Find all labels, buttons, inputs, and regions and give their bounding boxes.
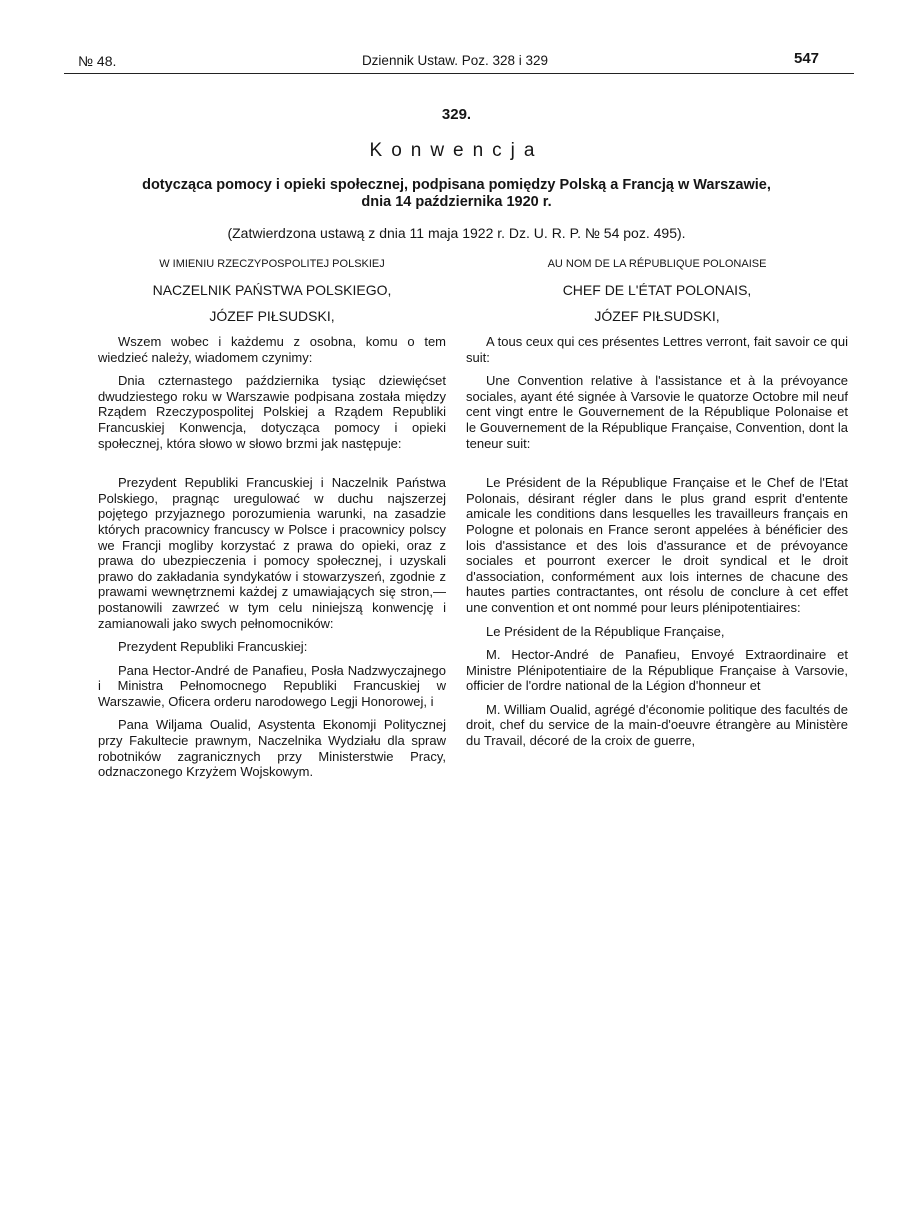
polish-head-of-state-name: JÓZEF PIŁSUDSKI, xyxy=(209,308,335,324)
french-paragraph: Le Président de la République Française et le Chef de l'Etat Polonais, désirant régler dans le plus grand esprit d'entente amicale les conditions dans lesquelles les travailleurs français en Pologne et polonais en France seront appelées à bénéficier des lois d'assistance et des lois d'assurance et de prévoyance sociales et pourront exercer le droit syndical et le droit d'association, conformément aux lois internes de chacune des hautes parties contractantes, ont résolu de conclure à cet effet une convention et ont nommé pour leurs plénipotentiaires: xyxy=(466,475,848,615)
french-paragraph: M. Hector-André de Panafieu, Envoyé Extraordinaire et Ministre Plénipotentiaire de la République Française à Varsovie, officier de l'ordre national de la Légion d'honneur et xyxy=(466,647,848,694)
page-header xyxy=(0,50,913,72)
polish-paragraph: Prezydent Republiki Francuskiej i Naczelnik Państwa Polskiego, pragnąc uregulować w duchu najszerzej pojętego przyjaznego porozumienia warunki, na zasadzie których pracownicy francuscy w Polsce i pracownicy polscy we Francji mogliby korzystać z prawa do opieki, oraz z prawa do ubezpieczenia i pomocy społecznej, i uzyskali prawo do zakładania syndykatów i stowarzyszeń, zgodnie z prawami wewnętrznemi każdej z umawiających się stron,—postanowili zawrzeć w tym celu niniejszą konwencję i zamianowali jako swych pełnomocników: xyxy=(98,475,446,631)
polish-column xyxy=(98,252,446,788)
document-subtitle xyxy=(40,177,873,211)
polish-paragraph: Prezydent Republiki Francuskiej: xyxy=(118,639,308,655)
header-rule xyxy=(64,73,854,74)
french-paragraph: Une Convention relative à l'assistance et à la prévoyance sociales, ayant été signée à Varsovie le quatorze Octobre mil neuf cent vingt entre le Gouvernement de la République Polonaise et le Gouvernement de la République Française, Convention, dont la teneur suit: xyxy=(466,373,848,451)
polish-paragraph: Pana Wiljama Oualid, Asystenta Ekonomji Politycznej przy Fakultecie prawnym, Naczelnika Wydziału dla spraw robotników zagranicznych przy Ministerstwie Pracy, odznaczonego Krzyżem Wojskowym. xyxy=(98,717,446,780)
polish-paragraph: Dnia czternastego października tysiąc dziewięćset dwudziestego roku w Warszawie podpisana została między Rządem Rzeczypospolitej Polskiej a Rządem Republiki Francuskiej Konwencja, dotycząca pomocy i opieki społecznej, która słowo w słowo brzmi jak następuje: xyxy=(98,373,446,451)
french-invocation: AU NOM DE LA RÉPUBLIQUE POLONAISE xyxy=(547,258,767,270)
french-paragraph: M. William Oualid, agrégé d'économie politique des facultés de droit, chef du service de la main-d'oeuvre étrangère au Ministère du Travail, décoré de la croix de guerre, xyxy=(466,701,848,749)
ratification-note: (Zatwierdzona ustawą z dnia 11 maja 1922 r. Dz. U. R. P. № 54 poz. 495). xyxy=(227,225,686,241)
document-title: Konwencja xyxy=(369,140,544,161)
french-paragraph: A tous ceux qui ces présentes Lettres verront, fait savoir ce qui suit: xyxy=(466,334,848,365)
page-number: 547 xyxy=(794,50,820,67)
polish-paragraph: Wszem wobec i każdemu z osobna, komu o tem wiedzieć należy, wiadomem czynimy: xyxy=(98,334,446,365)
french-head-of-state-name: JÓZEF PIŁSUDSKI, xyxy=(594,308,720,324)
french-column xyxy=(466,252,848,757)
journal-reference: Dziennik Ustaw. Poz. 328 i 329 xyxy=(361,53,549,68)
subtitle-line-2: dnia 14 października 1920 r. xyxy=(361,194,552,210)
issue-number: № 48. xyxy=(78,53,117,69)
french-paragraph: Le Président de la République Française, xyxy=(486,623,725,639)
french-head-of-state-title: CHEF DE L'ÉTAT POLONAIS, xyxy=(562,282,752,298)
polish-head-of-state-title: NACZELNIK PAŃSTWA POLSKIEGO, xyxy=(152,282,392,298)
document-number: 329. xyxy=(441,106,472,123)
polish-paragraph: Pana Hector-André de Panafieu, Posła Nadzwyczajnego i Ministra Pełnomocnego Republiki Francuskiej w Warszawie, Oficera orderu narodowego Legji Honorowej, i xyxy=(98,662,446,709)
polish-invocation: W IMIENIU RZECZYPOSPOLITEJ POLSKIEJ xyxy=(159,258,385,270)
subtitle-line-1: dotycząca pomocy i opieki społecznej, podpisana pomiędzy Polską a Francją w Warszawie, xyxy=(142,177,771,193)
